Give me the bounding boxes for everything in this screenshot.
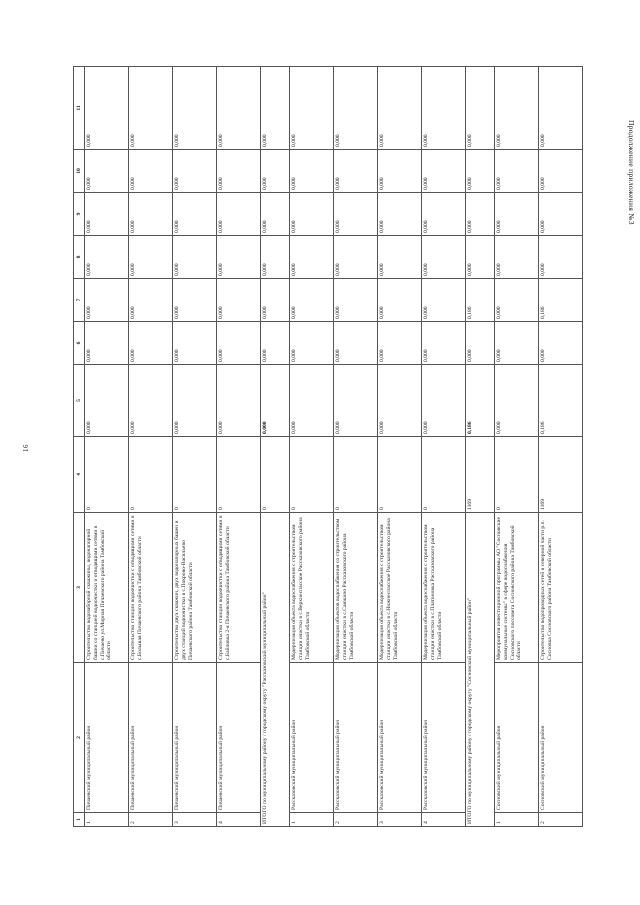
- header-cell: 8: [74, 236, 85, 279]
- table-cell: 0,000: [495, 193, 539, 236]
- table-cell: 0,000: [378, 150, 422, 193]
- table-cell: 0,000: [261, 365, 290, 437]
- table-cell: 0,000: [261, 279, 290, 322]
- table-cell: 0,000: [495, 365, 539, 437]
- table-cell: 0,000: [495, 67, 539, 150]
- table-cell: 0,000: [422, 67, 466, 150]
- table-cell: 0,000: [173, 67, 217, 150]
- table-cell: 0,000: [495, 236, 539, 279]
- table-cell: 0,000: [129, 67, 173, 150]
- table-cell: 0: [290, 437, 334, 513]
- header-cell: 4: [74, 437, 85, 513]
- table-cell: Рассказовский муниципальный район: [422, 663, 466, 813]
- table-cell: 0,000: [290, 67, 334, 150]
- table-cell: 0,000: [334, 236, 378, 279]
- table-cell: 0,000: [217, 365, 261, 437]
- table-cell: 3: [378, 813, 422, 827]
- header-cell: 3: [74, 513, 85, 663]
- table-cell: 0: [217, 437, 261, 513]
- table-cell: 1: [290, 813, 334, 827]
- table-container: [73, 67, 573, 827]
- table-cell: 0: [378, 437, 422, 513]
- table-cell: 0,000: [378, 236, 422, 279]
- table-cell: 0,000: [261, 236, 290, 279]
- table-cell: 0,000: [334, 279, 378, 322]
- table-cell: Строительство станции водоочистки с отводящими сетями в с.Большая Пичаевского района Тамбовской области: [129, 513, 173, 663]
- table-cell: 0,000: [173, 322, 217, 365]
- header-cell: 10: [74, 150, 85, 193]
- header-cell: 2: [74, 663, 85, 813]
- table-cell: 0,000: [217, 193, 261, 236]
- header-cell: 7: [74, 279, 85, 322]
- total-label: ИТОГО по муниципальному району / городскому округу "Сосновский муниципальный район": [466, 513, 495, 827]
- table-cell: 0,000: [466, 193, 495, 236]
- table-cell: 0,000: [290, 236, 334, 279]
- table-cell: 0,000: [129, 279, 173, 322]
- table-cell: 0,000: [85, 279, 129, 322]
- table-cell: 1: [495, 813, 539, 827]
- table-cell: 0,000: [290, 150, 334, 193]
- table-cell: 0: [495, 437, 539, 513]
- header-cell: 1: [74, 813, 85, 827]
- table-cell: 0,000: [466, 236, 495, 279]
- table-cell: 0,000: [129, 193, 173, 236]
- table-cell: Строительство водопроводных сетей в северной части р.п. Сосновка Сосновского района Тамбовской области: [539, 513, 583, 663]
- table-cell: 0,000: [129, 365, 173, 437]
- table-cell: 0,000: [539, 150, 583, 193]
- table-cell: 0,186: [466, 279, 495, 322]
- table-cell: Пичаевский муниципальный район: [173, 663, 217, 813]
- table-cell: 0,000: [129, 236, 173, 279]
- table-cell: 0,000: [217, 322, 261, 365]
- table-cell: 0,000: [85, 193, 129, 236]
- table-cell: 0,000: [334, 322, 378, 365]
- table-cell: 0,000: [422, 279, 466, 322]
- table-cell: 0,000: [539, 193, 583, 236]
- table-cell: Строительство станции водоочистки с отводящими сетями в с.Байловка 2-я Пичаевского района Тамбовской области: [217, 513, 261, 663]
- table-cell: Рассказовский муниципальный район: [334, 663, 378, 813]
- appendix-table: [73, 66, 583, 827]
- table-cell: Сосновский муниципальный район: [539, 663, 583, 813]
- table-cell: 0,000: [261, 322, 290, 365]
- table-cell: 0,000: [422, 150, 466, 193]
- table-row: [334, 67, 378, 827]
- table-cell: Мероприятия инвестиционной программы АО "Сосновские коммунальные системы" в сфере водоснабжения Сосновского поссовета Сосновского района Тамбовской области: [495, 513, 539, 663]
- table-cell: 0,000: [173, 236, 217, 279]
- table-cell: 0,000: [378, 365, 422, 437]
- table-cell: 0,000: [217, 67, 261, 150]
- table-cell: 2: [539, 813, 583, 827]
- table-row: [495, 67, 539, 827]
- header-cell: 6: [74, 322, 85, 365]
- table-row: [539, 67, 583, 827]
- table-row: [422, 67, 466, 827]
- table-cell: 0,000: [539, 322, 583, 365]
- table-cell: 0,000: [466, 322, 495, 365]
- table-cell: Рассказовский муниципальный район: [378, 663, 422, 813]
- table-cell: 0,000: [422, 193, 466, 236]
- table-cell: Строительство водозаборной скважины, водонапорной башни со станцией водоочистки и отводящими сетями в с.Пичаево ул.Мирная Пичаевского района Тамбовской области: [85, 513, 129, 663]
- table-cell: 0,000: [422, 322, 466, 365]
- table-cell: 0,000: [217, 150, 261, 193]
- table-cell: 0: [173, 437, 217, 513]
- table-cell: 0,000: [495, 150, 539, 193]
- total-row: [261, 67, 290, 827]
- table-cell: 0,000: [173, 193, 217, 236]
- table-cell: Строительство двух скважин, двух водонапорных башен и двух станций водоочистки в с.Покрово-Васильево Пичаевского района Тамбовской области: [173, 513, 217, 663]
- table-cell: 0,000: [378, 322, 422, 365]
- table-cell: 0,000: [129, 150, 173, 193]
- table-cell: 0,000: [129, 322, 173, 365]
- header-cell: 5: [74, 365, 85, 437]
- table-cell: 0,000: [334, 365, 378, 437]
- table-cell: 0,000: [261, 150, 290, 193]
- table-cell: Сосновский муниципальный район: [495, 663, 539, 813]
- table-cell: Модернизация объекта водоснабжения с строительством станции очистки в с.Верхнеспасское Рассказовского района Тамбовской области: [290, 513, 334, 663]
- table-cell: 0,000: [173, 279, 217, 322]
- table-cell: 2: [334, 813, 378, 827]
- table-cell: 0,000: [466, 67, 495, 150]
- table-cell: 4: [217, 813, 261, 827]
- table-cell: 1169: [466, 437, 495, 513]
- table-cell: 1: [85, 813, 129, 827]
- table-row: [129, 67, 173, 827]
- table-cell: 0,000: [290, 279, 334, 322]
- total-row: [466, 67, 495, 827]
- table-cell: 0,000: [290, 322, 334, 365]
- table-row: [173, 67, 217, 827]
- table-cell: 0,000: [539, 236, 583, 279]
- table-cell: 0,000: [217, 279, 261, 322]
- table-cell: 0,000: [334, 67, 378, 150]
- table-cell: Модернизация объектов водоснабжения со строительством станции очистки в с.Саюкино Рассказовского района Тамбовской области: [334, 513, 378, 663]
- header-cell: 9: [74, 193, 85, 236]
- header-cell: 11: [74, 67, 85, 150]
- page-number: 16: [22, 444, 30, 452]
- table-cell: Пичаевский муниципальный район: [217, 663, 261, 813]
- table-cell: 2: [129, 813, 173, 827]
- table-cell: 0,186: [466, 365, 495, 437]
- table-cell: 0,000: [85, 150, 129, 193]
- table-row: [217, 67, 261, 827]
- table-cell: 0,000: [290, 365, 334, 437]
- table-cell: 3: [173, 813, 217, 827]
- table-body: [85, 67, 583, 827]
- table-cell: 4: [422, 813, 466, 827]
- table-cell: 0,000: [261, 193, 290, 236]
- table-row: [85, 67, 129, 827]
- table-cell: 0,186: [539, 365, 583, 437]
- table-cell: 0,000: [495, 322, 539, 365]
- table-cell: 0: [261, 437, 290, 513]
- table-cell: Пичаевский муниципальный район: [85, 663, 129, 813]
- table-cell: 0,000: [495, 279, 539, 322]
- table-cell: 0,000: [378, 67, 422, 150]
- table-cell: 0,000: [422, 236, 466, 279]
- table-cell: 0,000: [85, 365, 129, 437]
- table-cell: 0: [129, 437, 173, 513]
- table-cell: Пичаевский муниципальный район: [129, 663, 173, 813]
- table-header-row: [74, 67, 85, 827]
- table-cell: 0: [334, 437, 378, 513]
- table-cell: 0,000: [378, 279, 422, 322]
- table-cell: 0,000: [378, 193, 422, 236]
- table-cell: 1169: [539, 437, 583, 513]
- table-cell: 0,000: [261, 67, 290, 150]
- continuation-caption: Продолжение приложения №3: [627, 120, 636, 225]
- table-cell: 0,000: [334, 150, 378, 193]
- table-cell: 0,000: [290, 193, 334, 236]
- table-cell: 0,000: [173, 365, 217, 437]
- table-cell: 0,000: [85, 67, 129, 150]
- table-cell: Модернизация объекта водоснабжения с строительством станции очистки в с.Платоновка Рассказовского района Тамбовской области: [422, 513, 466, 663]
- table-row: [378, 67, 422, 827]
- table-cell: 0,000: [85, 236, 129, 279]
- table-cell: 0: [422, 437, 466, 513]
- table-cell: 0,000: [217, 236, 261, 279]
- table-cell: 0,000: [466, 150, 495, 193]
- table-cell: 0,186: [539, 279, 583, 322]
- table-cell: 0,000: [539, 67, 583, 150]
- table-row: [290, 67, 334, 827]
- table-cell: 0,000: [422, 365, 466, 437]
- table-cell: 0,000: [85, 322, 129, 365]
- table-cell: 0,000: [334, 193, 378, 236]
- total-label: ИТОГО по муниципальному району / городскому округу "Рассказовский муниципальный район": [261, 513, 290, 827]
- table-cell: 0: [85, 437, 129, 513]
- table-cell: Рассказовский муниципальный район: [290, 663, 334, 813]
- table-cell: Модернизация объекта водоснабжения с строительством станции очистки в с.Нижнеспасское Рассказовского района Тамбовской области: [378, 513, 422, 663]
- table-cell: 0,000: [173, 150, 217, 193]
